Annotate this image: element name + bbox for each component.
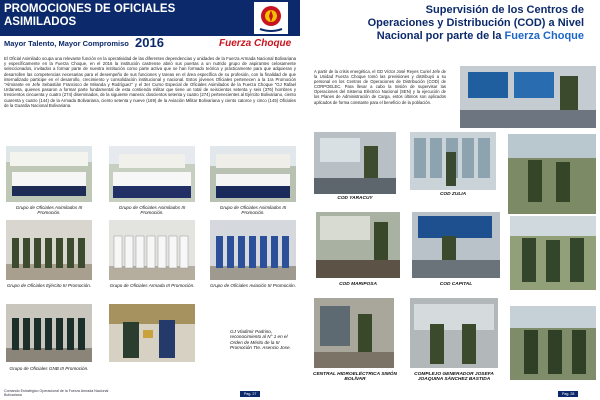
photo-group-officers-3 [210,146,296,202]
left-footer: Comando Estratégico Operacional de la Fuerza Armada Nacional Bolivariana [4,389,109,397]
photo-gnb-officers [6,304,92,362]
caption-central-hidroelectrica: CENTRAL HIDROELÉCTRICA SIMÓN BOLÍVAR [313,372,397,382]
photo-group-officers-1 [6,146,92,202]
right-title-line-3: Nacional por parte de la Fuerza Choque [376,30,584,42]
photo-award-ceremony [109,304,195,362]
left-page-number: Pag. 27 [240,391,260,397]
caption-cod-capital: COD CAPITAL [439,282,473,287]
caption-gnb: Grupo de Oficiales GNB III Promoción. [9,366,89,371]
right-intro-text: A partir de la crisis energética, el GD Víctor José Reyes Curiel Jefe de la Unidad Fuerza Choque tomó las previsiones y distribuyó a su personal en los Centros de Operaciones de Distribución (COD) de CORPOELEC. Para llevar a cabo la misión de supervisar las Operaciones del Sistema Eléctrico Nacional (SEN) y la ejecución de los Planes de Administración de Carga, estos últimos son aplicados aplicados de forma constante para el beneficio de la población. [314,69,446,105]
caption-cod-zulia: COD ZULIA [439,192,467,197]
left-header-title: PROMOCIONES DE OFICIALES ASIMILADOS [4,3,176,28]
left-body-text: El Oficial Asimilado ocupa una relevante función en la operatividad de las diferentes dependencias y unidades de la Fuerza Armada Nacional Bolivariana y específicamente en la Fuerza Choque, en el 2016 la institución castrense abrió sus puertas a un nutrido grupo de aspirantes celosamente seleccionados, invitados a formar parte de nuestra institución como parte activa que se han formado teórica y prácticamente para que adquieran y desarrollen las competencias necesarias para el desempeño de sus funciones y tareas en el área específica de su profesión, con la finalidad de que internalizado participe en el desarrollo, crecimiento y consolidación institucional y nacional. Estos jóvenes Oficiales pertenecen a la 1ra Promoción "Almirante en Jefe Sebastián Francisco de Miranda y Rodríguez" y el 3er Curso Especial de Oficiales Asimilados de la Fuerza Choque "GJ Rafael Urdaneta, quienes pasaron a formar parte fundamental de esta contienda militar que tiene un total de seiscientos setenta y seis (376) hombres y trescientos cincuenta y cuatro (274) diseminados, de la siguiente manera: doscientos setenta y cuatro (274) pertenecientes al Ejército Bolivariano, ciento cuarenta y cuatro (144) de la Armada Bolivariana, ciento setenta y nueve (169) de la Aviación Militar Bolivariana y ciento catorce y cinco (145) Oficiales de la Guardia Nacional Bolivariana. [4,56,296,108]
right-title-line-1: Supervisión de los Centros de [425,4,584,16]
photo-army-officers [6,220,92,280]
right-title [314,4,584,43]
photo-control-room-top [460,66,596,128]
right-title-brand: Fuerza Choque [504,30,584,42]
right-page-number: Pag. 28 [558,391,578,397]
photo-central-hidroelectrica [314,298,394,368]
photo-officers-outdoor [510,216,596,290]
year-label: 2016 [135,35,164,50]
caption-cod-mariposa: COD MARIPOSA [339,282,377,287]
brand-label: Fuerza Choque [219,38,292,49]
photo-complejo-generador [410,298,498,368]
photo-cod-zulia [410,132,496,190]
photo-officers-group [510,306,596,380]
photo-field-inspection [508,134,596,214]
caption-award: GJ Vladimir Padrino, reconocimiento al N° 1 en el Orden de Mérito de la III Promoción Tte. Asencio Jose. [230,329,291,351]
caption-aviation: Grupo de Oficiales Aviación III Promoción. [209,283,297,288]
photo-cod-mariposa [316,212,400,278]
caption-photo-2: Grupo de Oficiales Asimilados III Promoción. [118,205,186,216]
caption-army: Grupo de Oficiales Ejército III Promoción. [6,283,92,288]
caption-navy: Grupo de Oficiales Armada III Promoción. [109,283,195,288]
caption-photo-1: Grupo de Oficiales Asimilados III Promoción. [15,205,83,216]
fuerza-choque-emblem-icon [254,2,288,34]
right-title-line-2: Operaciones y Distribución (COD) a Nivel [367,17,584,29]
tagline: Mayor Talento, Mayor Compromiso [4,39,129,48]
caption-complejo-generador: COMPLEJO GENERADOR JOSEFA JOAQUINA SÁNCHEZ BASTIDA [414,372,494,382]
photo-group-officers-2 [109,146,195,202]
left-header-bar [0,0,300,36]
photo-cod-yaracuy [314,132,396,194]
photo-navy-officers [109,220,195,280]
caption-photo-3: Grupo de Oficiales Asimilados III Promoción. [219,205,287,216]
photo-aviation-officers [210,220,296,280]
photo-cod-capital [412,212,500,278]
left-subheader [4,35,296,52]
caption-cod-yaracuy: COD YARACUY [337,196,373,201]
